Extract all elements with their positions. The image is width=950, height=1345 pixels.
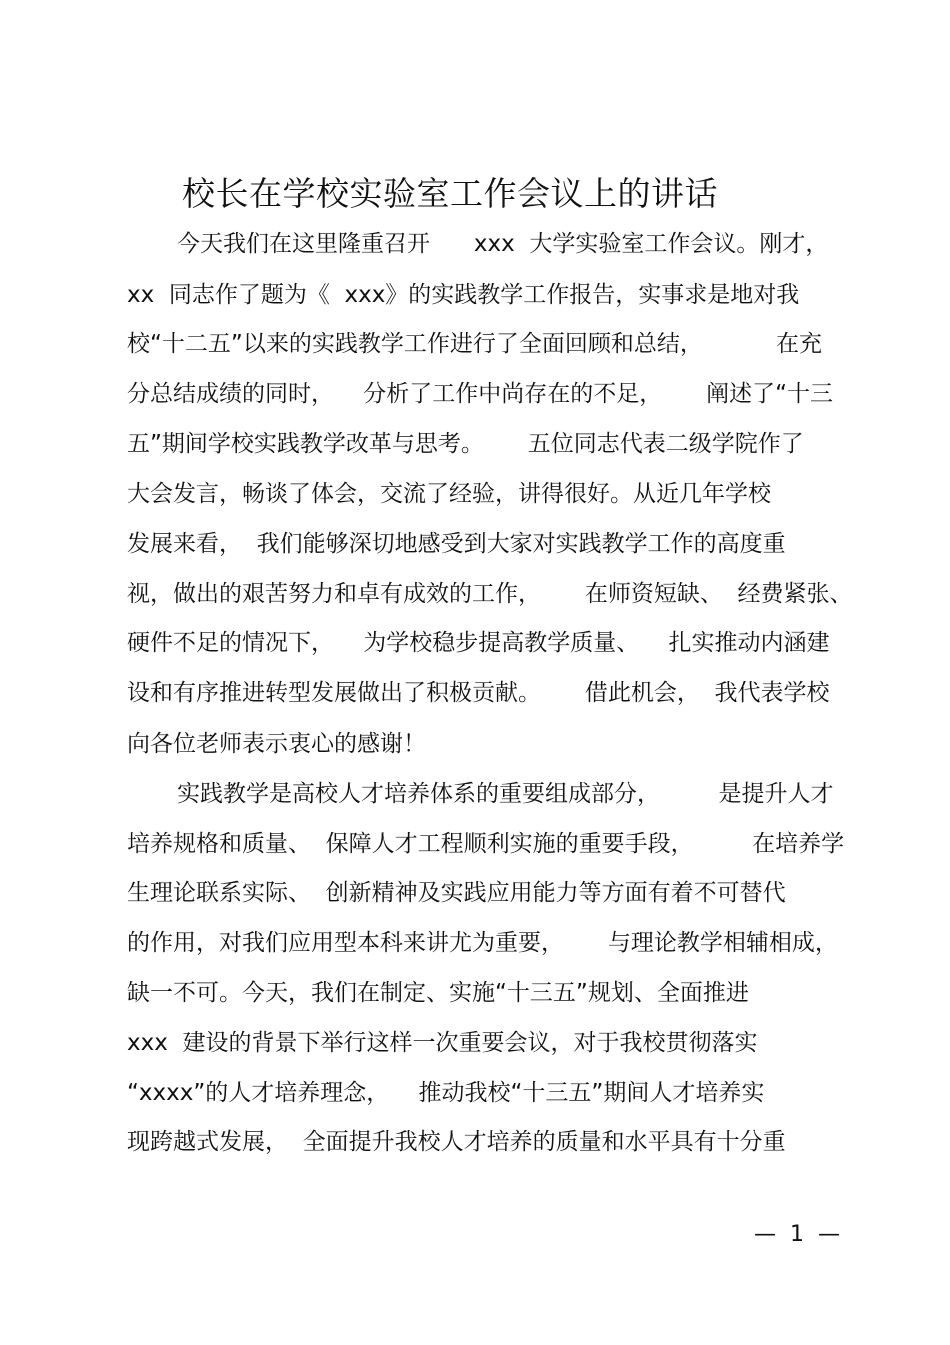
paragraph-line: 缺一不可。今天，我们在制定、实施“十三五”规划、全面推进	[127, 980, 749, 1006]
paragraph-line: 今天我们在这里隆重召开 xxx 大学实验室工作会议。刚才，	[177, 231, 829, 257]
paragraph-line: 生理论联系实际、 创新精神及实践应用能力等方面有着不可替代	[127, 880, 786, 906]
paragraph-line: 实践教学是高校人才培养体系的重要组成部分， 是提升人才	[177, 781, 834, 807]
paragraph-line: 设和有序推进转型发展做出了积极贡献。 借此机会， 我代表学校	[127, 680, 830, 706]
paragraph-line: 分总结成绩的同时， 分析了工作中尚存在的不足， 阐述了“十三	[127, 381, 834, 407]
paragraph-line: 现跨越式发展， 全面提升我校人才培养的质量和水平具有十分重	[127, 1129, 786, 1155]
paragraph-line: 向各位老师表示衷心的感谢！	[127, 731, 426, 757]
page-number: — 1 —	[754, 1222, 840, 1247]
paragraph-line: 的作用，对我们应用型本科来讲尤为重要， 与理论教学相辅相成，	[127, 930, 838, 956]
paragraph-line: 硬件不足的情况下， 为学校稳步提高教学质量、 扎实推动内涵建	[127, 630, 830, 656]
paragraph-line: 校“十二五”以来的实践教学工作进行了全面回顾和总结， 在充	[127, 331, 822, 357]
paragraph-line: 视，做出的艰苦努力和卓有成效的工作， 在师资短缺、 经费紧张、	[127, 581, 853, 607]
paragraph-line: xx 同志作了题为《 xxx》的实践教学工作报告，实事求是地对我	[127, 282, 800, 308]
paragraph-line: 发展来看， 我们能够深切地感受到大家对实践教学工作的高度重	[127, 531, 786, 557]
paragraph-line: 大会发言，畅谈了体会，交流了经验，讲得很好。从近几年学校	[127, 481, 771, 507]
paragraph-line: “xxxx”的人才培养理念， 推动我校“十三五”期间人才培养实	[127, 1080, 765, 1106]
document-title: 校长在学校实验室工作会议上的讲话	[182, 174, 718, 213]
paragraph-line: 五”期间学校实践教学改革与思考。 五位同志代表二级学院作了	[127, 431, 804, 457]
paragraph-line: 培养规格和质量、 保障人才工程顺利实施的重要手段， 在培养学	[127, 831, 845, 857]
paragraph-line: xxx 建设的背景下举行这样一次重要会议，对于我校贯彻落实	[127, 1030, 758, 1056]
